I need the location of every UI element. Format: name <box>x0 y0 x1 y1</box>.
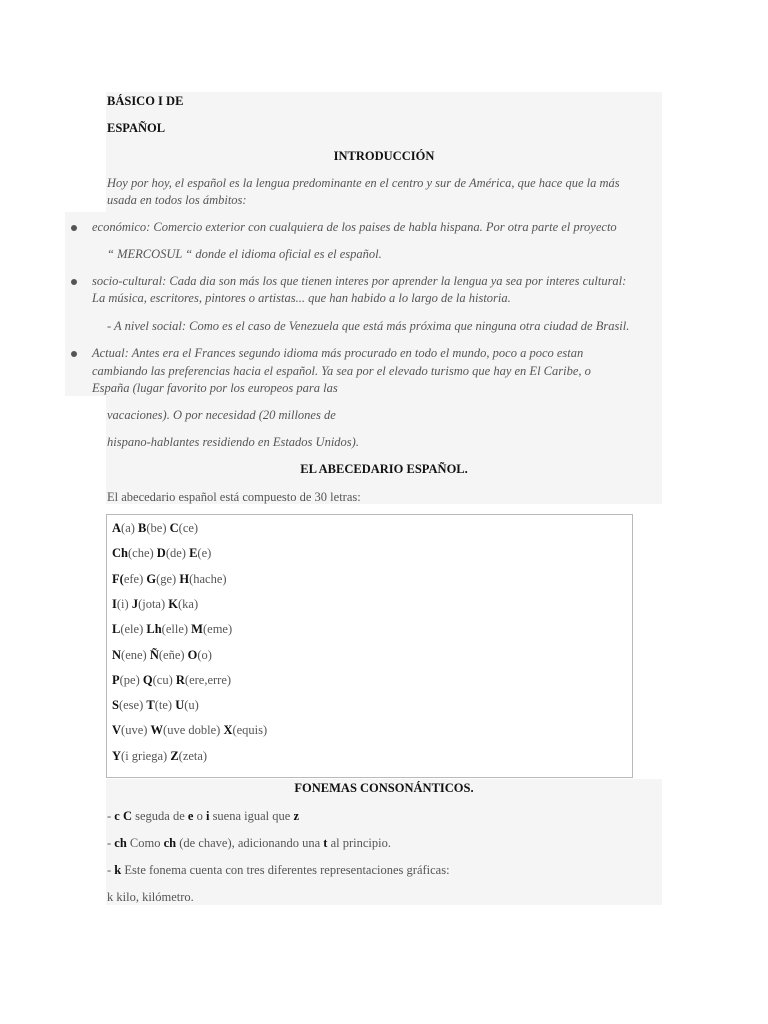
alphabet-letter: Q <box>142 672 153 687</box>
bullet-economico-line: económico: Comercio exterior con cualquiera de los paises de habla hispana. Por otra parte el proyecto <box>92 220 617 234</box>
letter: c C <box>114 809 132 823</box>
consonant-rule-c <box>107 808 299 825</box>
alphabet-letter-name: (u) <box>184 698 199 713</box>
alphabet-letter-name: (zeta) <box>178 748 208 763</box>
bullet-actual-line: vacaciones). O por necesidad (20 millones de <box>107 408 336 422</box>
alphabet-row <box>112 596 198 613</box>
alphabet-letter-name: (uve) <box>121 723 148 738</box>
bullet-dot <box>71 225 77 231</box>
alphabet-letter-name: (ge) <box>156 571 177 586</box>
consonant-rule-ch <box>107 835 391 852</box>
letter: z <box>293 809 300 823</box>
bullet-dot <box>71 351 77 357</box>
bullet-dot <box>71 279 77 285</box>
dash: - <box>107 836 115 850</box>
alphabet-letter: Y <box>112 748 122 763</box>
alphabet-letter: E <box>189 546 198 561</box>
alphabet-letter: Ñ <box>149 647 159 662</box>
alphabet-letter: H <box>179 571 190 586</box>
alphabet-letter: Lh <box>146 622 162 637</box>
alphabet-letter-name: (te) <box>154 698 173 713</box>
dash: - <box>107 809 115 823</box>
alphabet-letter: P <box>112 672 120 687</box>
alphabet-letter-name: (de) <box>165 546 186 561</box>
alphabet-letter-name: (eme) <box>202 622 233 637</box>
alphabet-letter: U <box>175 698 185 713</box>
letter: ch <box>114 836 127 850</box>
alphabet-letter: C <box>169 521 179 535</box>
bullet-actual-line: España (lugar favorito por los europeos para las <box>92 381 338 395</box>
bullet-sociocultural-line: socio-cultural: Cada dia son más los que tienen interes por aprender la lengua ya sea por interes cultural: <box>92 274 627 288</box>
alphabet-letter: K <box>168 596 178 611</box>
alphabet-letter-name: (pe) <box>119 672 140 687</box>
alphabet-letter-name: (a) <box>121 521 135 535</box>
doc-title-line-1: BÁSICO I DE <box>107 94 184 108</box>
alphabet-row <box>112 672 231 689</box>
alphabet-row <box>112 520 198 537</box>
consonant-example-k: k kilo, kilómetro. <box>107 890 194 904</box>
alphabet-letter: A <box>112 521 122 535</box>
alphabet-heading: EL ABECEDARIO ESPAÑOL. <box>300 462 468 476</box>
alphabet-letter: L <box>112 622 121 637</box>
alphabet-row <box>112 647 212 664</box>
alphabet-letter-name: (elle) <box>161 622 189 637</box>
alphabet-letter-name: (ene) <box>121 647 147 662</box>
text: seguda de <box>132 809 188 823</box>
bullet-economico-line: “ MERCOSUL “ donde el idioma oficial es el español. <box>107 247 382 261</box>
alphabet-letter-name: (o) <box>197 647 212 662</box>
alphabet-letter: R <box>175 672 185 687</box>
intro-heading: INTRODUCCIÓN <box>333 149 435 163</box>
alphabet-letter: Z <box>170 748 179 763</box>
alphabet-row <box>112 697 199 714</box>
alphabet-row <box>112 722 267 739</box>
alphabet-letter-name: (ka) <box>178 596 199 611</box>
alphabet-letter-name: (hache) <box>189 571 227 586</box>
dash: - <box>107 863 115 877</box>
alphabet-letter-name: (jota) <box>138 596 166 611</box>
letter: ch <box>163 836 177 850</box>
consonants-heading: FONEMAS CONSONÁNTICOS. <box>294 781 474 795</box>
alphabet-letter: B <box>138 521 147 535</box>
text: suena igual que <box>209 809 294 823</box>
alphabet-table <box>106 514 633 778</box>
alphabet-row <box>112 571 227 588</box>
alphabet-letter-name: (i griega) <box>121 748 168 763</box>
alphabet-letter: S <box>112 698 119 713</box>
alphabet-letter: Ch <box>112 546 128 561</box>
alphabet-letter-name: (ele) <box>120 622 144 637</box>
letter: k <box>114 863 122 877</box>
text: (de chave), adicionando una <box>176 836 324 850</box>
intro-paragraph-line: Hoy por hoy, el español es la lengua predominante en el centro y sur de América, que hace que la más <box>107 176 620 190</box>
bullet-actual-line: cambiando las preferencias hacia el español. Ya sea por el elevado turismo que hay en El Caribe, o <box>92 364 591 378</box>
alphabet-letter-name: (cu) <box>152 672 173 687</box>
alphabet-letter: F( <box>112 571 124 586</box>
alphabet-letter-name: (equis) <box>232 723 268 738</box>
alphabet-letter-name: (i) <box>116 596 129 611</box>
bullet-actual-line: hispano-hablantes residiendo en Estados Unidos). <box>107 435 359 449</box>
text: al principio. <box>327 836 391 850</box>
social-level-line: - A nivel social: Como es el caso de Venezuela que está más próxima que ninguna otra ciudad de Brasil. <box>107 319 630 333</box>
alphabet-letter-name: (e) <box>197 546 212 561</box>
alphabet-letter: O <box>187 647 198 662</box>
alphabet-letter: J <box>131 596 139 611</box>
bullet-sociocultural-line: La música, escritores, pintores o artistas... que han habido a lo largo de la historia. <box>92 291 511 305</box>
alphabet-letter-name: (ere,erre) <box>184 672 232 687</box>
alphabet-letter: V <box>112 723 122 738</box>
alphabet-letter: N <box>112 647 122 662</box>
alphabet-letter-name: (che) <box>127 546 154 561</box>
alphabet-letter: T <box>146 698 155 713</box>
letter: t <box>323 836 328 850</box>
alphabet-letter: D <box>156 546 166 561</box>
alphabet-letter-name: (uve doble) <box>163 723 221 738</box>
alphabet-letter-name: (ce) <box>178 521 199 535</box>
alphabet-letter-name: efe) <box>123 571 144 586</box>
alphabet-letter: I <box>112 596 117 611</box>
alphabet-row <box>112 621 232 638</box>
bullet-actual-line: Actual: Antes era el Frances segundo idioma más procurado en todo el mundo, poco a poco estan <box>92 346 584 360</box>
alphabet-letter: W <box>150 723 164 738</box>
intro-paragraph-line: usada en todos los ámbitos: <box>107 193 247 207</box>
alphabet-letter: G <box>146 571 157 586</box>
doc-title-line-2: ESPAÑOL <box>107 121 166 135</box>
letter: i <box>205 809 210 823</box>
text: o <box>193 809 206 823</box>
alphabet-letter-name: (be) <box>146 521 167 535</box>
alphabet-row <box>112 545 211 562</box>
text: Este fonema cuenta con tres diferentes representaciones gráficas: <box>121 863 450 877</box>
letter: e <box>187 809 194 823</box>
alphabet-letter: X <box>223 723 233 738</box>
alphabet-letter: M <box>191 622 203 637</box>
alphabet-intro: El abecedario español está compuesto de 30 letras: <box>107 490 361 504</box>
alphabet-letter-name: (ese) <box>118 698 144 713</box>
text: Como <box>126 836 164 850</box>
alphabet-letter-name: (eñe) <box>158 647 185 662</box>
alphabet-row <box>112 748 207 765</box>
consonant-rule-k <box>107 862 450 879</box>
